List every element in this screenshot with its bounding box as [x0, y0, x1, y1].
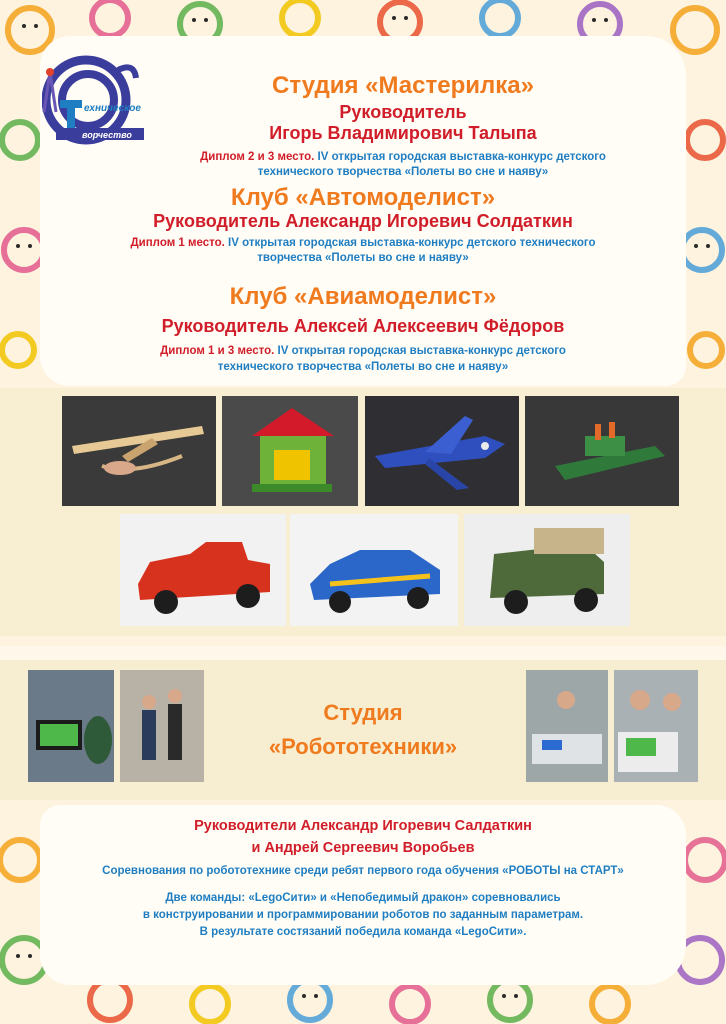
glider-photo [62, 396, 216, 506]
robotics-title-line2: «Робототехники» [268, 734, 458, 759]
section1-award-text: IV открытая городская выставка-конкурс детского [314, 151, 606, 163]
section1-leader-name: Игорь Владимирович Талыпа [269, 123, 537, 143]
painted-house-photo [222, 396, 358, 506]
logo-bottom-word: ворчество [82, 130, 132, 140]
section2-title: Клуб «Автомоделист» [230, 184, 496, 211]
section3-award-place: Диплом 1 и 3 место. [160, 345, 275, 357]
section3-award-text-2: технического творчества «Полеты во сне и наяву» [217, 361, 509, 373]
blue-jet-photo [365, 396, 519, 506]
section2-leader: Руководитель Александр Игоревич Солдаткин [153, 211, 573, 231]
robotics-class-photo [526, 670, 608, 782]
section2-award-place: Диплом 1 место. [130, 237, 225, 249]
section4-competition: Соревнования по робототехнике среди ребят первого года обучения «РОБОТЫ на СТАРТ» [102, 865, 624, 877]
section1-award [40, 150, 726, 165]
section1-award-text-2: технического творчества «Полеты во сне и наяву» [257, 166, 549, 178]
section3-leader: Руководитель Алексей Алексеевич Фёдоров [161, 316, 565, 336]
section4-leader-line1: Руководители Александр Игоревич Салдаткин [194, 818, 532, 834]
divider [0, 646, 726, 660]
section3-award-text: IV открытая городская выставка-конкурс детского [274, 345, 566, 357]
section2-award [0, 236, 726, 251]
blue-rally-car-photo [290, 514, 458, 626]
section2-award-text: IV открытая городская выставка-конкурс детского технического [224, 237, 596, 249]
robotics-team-photo [120, 670, 204, 782]
section4-text-line3: В результате состязаний победила команда «LegoСити». [199, 926, 527, 938]
section4-leader-line2: и Андрей Сергеевич Воробьев [251, 840, 475, 856]
red-pickup-photo [120, 514, 286, 626]
section4-text-line1: Две команды: «LegoСити» и «Непобедимый дракон» соревновались [165, 892, 561, 904]
section1-leader-label: Руководитель [339, 102, 467, 122]
logo-top-word: ехническое [84, 103, 141, 114]
robotics-kids-photo [614, 670, 698, 782]
section3-title: Клуб «Авиамоделист» [229, 283, 497, 310]
robotics-laptop-photo [28, 670, 114, 782]
section3-award [0, 344, 726, 359]
section2-award-text-2: творчества «Полеты во сне и наяву» [257, 252, 469, 264]
section1-title: Студия «Мастерилка» [272, 72, 534, 99]
green-jeep-photo [464, 514, 630, 626]
robotics-title-line1: Студия [323, 700, 403, 725]
section1-award-place: Диплом 2 и 3 место. [200, 151, 315, 163]
section4-text-line2: в конструировании и программировании роботов по заданным параметрам. [142, 909, 584, 921]
green-boat-photo [525, 396, 679, 506]
